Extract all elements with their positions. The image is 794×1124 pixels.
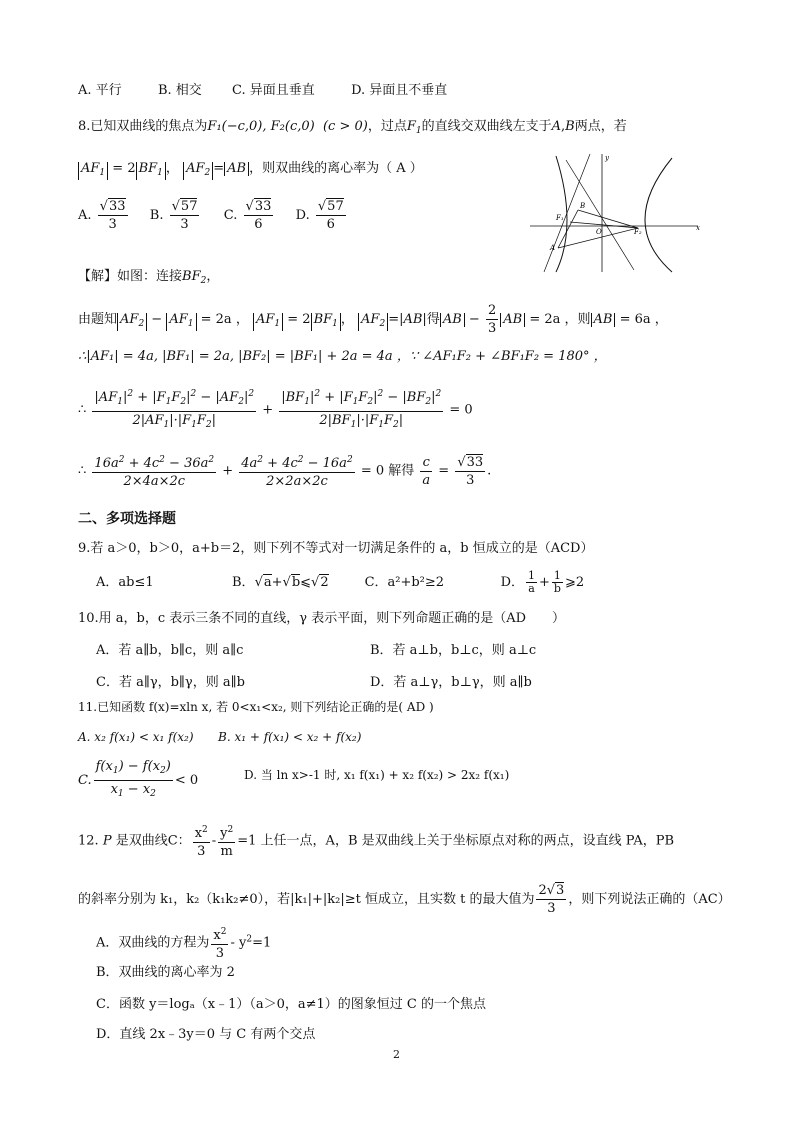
s4-mid: = 0 解得	[360, 463, 415, 479]
q8-solution-step4: ∴ $\frac{16a^2 + 4c^2 - 36a^2}{2\times 4a\times 2c}$ + $\frac{4a^2 + 4c^2 - 16a^2}{2\times 2a\times 2c}$ = 0 解得 $\frac{c}{a}$ = $\frac{√33}{3}$ .	[78, 452, 491, 502]
s1-f: = 6a ，	[619, 312, 668, 327]
label-b: B	[580, 202, 586, 210]
q10-option-c: C．若 a∥γ，b∥γ，则 a∥b	[96, 675, 245, 690]
s3-suffix: = 0	[449, 402, 473, 418]
y-axis-label: y	[605, 154, 609, 162]
q8-solution-intro: 【解】如图：连接$BF_2$，	[78, 269, 220, 286]
q12-line2-a: 的斜率分别为 k₁，k₂（k₁k₂≠0），若|k₁|+|k₂|≥t 恒成立，且实数 t 的最大值为	[78, 892, 535, 907]
q10-option-a: A．若 a∥b，b∥c，则 a∥c	[96, 643, 244, 658]
s1-a: 由题知	[78, 312, 118, 327]
q8-sep: ，	[165, 161, 179, 176]
q9-option-d-label: D．	[500, 575, 524, 590]
q7-option-c: C. 异面且垂直	[232, 83, 315, 98]
s3-prefix: ∴	[78, 402, 87, 418]
q7-options-row	[78, 82, 447, 100]
q9-stem: 9.若 a＞0，b＞0，a+b＝2，则下列不等式对一切满足条件的 a，b 恒成立的是（ACD）	[78, 541, 594, 556]
q8-option-d-label: D.	[295, 208, 310, 223]
q10-stem: 10.用 a，b，c 表示三条不同的直线，γ 表示平面，则下列命题正确的是（AD ）	[78, 611, 566, 626]
q12-option-d: D．直线 2x﹣3y＝0 与 C 有两个交点	[96, 1027, 316, 1042]
q8-foci: F₁(−c,0), F₂(c,0)	[207, 119, 315, 134]
hyperbola-figure	[526, 150, 706, 278]
asymptote-2	[566, 160, 634, 270]
q8-stem-c: 的直线交双曲线左支于	[421, 119, 552, 134]
q11-c-tail: < 0	[174, 773, 199, 788]
q12-option-c: C．函数 y＝logₐ（x﹣1）（a＞0，a≠1）的图象恒过 C 的一个焦点	[96, 997, 486, 1012]
q9-option-b-label: B．	[232, 575, 255, 590]
q11-c-label: C.	[78, 773, 92, 788]
q8-number: 8.	[78, 119, 91, 134]
q8-question-tail: ，则双曲线的离心率为（ A ）	[249, 161, 423, 176]
q12-option-b: B．双曲线的离心率为 2	[96, 965, 235, 980]
q12-stem-b: =1 上任一点，A，B 是双曲线上关于坐标原点对称的两点，设直线 PA，PB	[237, 833, 675, 849]
s1-e: = 2a ，则	[529, 312, 591, 327]
q12-stem-line2: 的斜率分别为 k₁，k₂（k₁k₂≠0），若|k₁|+|k₂|≥t 恒成立，且实数 t 的最大值为 $\frac{2√3}{3}$ ，则下列说法正确的（AC）	[78, 883, 731, 916]
s1-b: = 2a ，	[200, 312, 249, 327]
x-axis-label: x	[696, 224, 700, 232]
q8-option-a-label: A.	[78, 208, 92, 223]
q8-stem-a: 已知双曲线的焦点为	[90, 119, 208, 134]
q9-option-b-expr: √a+√b⩽√2	[254, 575, 329, 590]
q12-a-tail: =1	[252, 935, 272, 951]
q7-option-a: A. 平行	[78, 83, 122, 98]
q10-option-d: D．若 a⊥γ，b⊥γ，则 a∥b	[370, 675, 532, 690]
s4-prefix: ∴	[78, 463, 87, 479]
q8-solution-step3: ∴ $\frac{|AF_1|^2 + |F_1F_2|^2 - |AF_2|^2}{2|AF_1|\cdot|F_1F_2|}$ + $\frac{|BF_1|^2 + |F_1F_2|^2 - |BF_2|^2}{2|BF_1|\cdot|F_1F_2|}$ = 0	[78, 386, 473, 436]
q8-option-b-label: B.	[149, 208, 164, 223]
s1-c: ，	[340, 312, 354, 327]
q8-option-c-label: C.	[223, 208, 238, 223]
q11-stem: 11.已知函数 f(x)=xln x, 若 0<x₁<x₂, 则下列结论正确的是( AD )	[78, 700, 434, 714]
s4-frac-2: $\frac{4a^2 + 4c^2 - 16a^2}{2\times 2a\times 2c}$	[239, 452, 354, 490]
q7-option-b: B. 相交	[157, 83, 202, 98]
q8-solution-step1: 由题知 $AF_2 - AF_1 = 2a$ ， $AF_1 = 2$ $BF_1$ ， $AF_2 =|AB|$得 AB − $\frac{2}{3}$ AB = 2a ，则 AB = 6a ，	[78, 303, 668, 336]
q11-option-c: C. $\frac{f(x_1) - f(x_2)}{x_1 - x_2}$ < 0	[78, 759, 199, 799]
q7-option-d: D. 异面且不垂直	[351, 83, 448, 98]
q9-options-row	[96, 570, 584, 596]
q12-line2-b: ，则下列说法正确的（AC）	[568, 892, 731, 907]
s4-end: .	[487, 463, 492, 479]
q9-option-d-expr: $\frac{1}{a}$ + $\frac{1}{b}$ ⩾2	[528, 569, 585, 595]
s4-frac-1: $\frac{16a^2 + 4c^2 - 36a^2}{2\times 4a\times 2c}$	[92, 452, 216, 490]
q8-options-row: A. $\frac{√33}{3}$ B. $\frac{√57}{3}$ C. $\frac{√33}{6}$ D. $\frac{√57}{6}$	[78, 199, 344, 232]
label-f2: F₂	[634, 228, 642, 236]
q9-option-c: C．a²+b²≥2	[364, 575, 445, 590]
s3-frac-1: $\frac{|AF_1|^2 + |F_1F_2|^2 - |AF_2|^2}{2|AF_1|\cdot|F_1F_2|}$	[92, 386, 256, 434]
q8-stem-line2: $AF_1 = 2$ $BF_1$ ， $AF_2$ = AB ，则双曲线的离心率为（ A ）	[78, 160, 423, 180]
q12-stem-line1: 12. P 是双曲线C： $\frac{x^2}{3}$ - $\frac{y^2}{m}$ =1 上任一点，A，B 是双曲线上关于坐标原点对称的两点，设直线 PA，PB	[78, 822, 674, 866]
q11-option-b: B. x₁ + f(x₁) < x₂ + f(x₂)	[218, 730, 362, 744]
label-a: A	[550, 244, 556, 252]
q8-stem-b: ，过点	[367, 119, 407, 134]
label-o: O	[596, 228, 602, 236]
q12-p: P	[102, 833, 112, 849]
q12-option-a: A．双曲线的方程为 $\frac{x^2}{3}$ - $y^2=1$	[96, 924, 271, 960]
q8-stem-line1: 8.已知双曲线的焦点为F₁(−c,0), F₂(c,0) (c > 0)，过点$F_1$的直线交双曲线左支于A,B两点，若	[78, 119, 627, 136]
q9-option-a: A．ab≤1	[96, 575, 154, 590]
q11-option-d: D. 当 ln x>-1 时, x₁ f(x₁) + x₂ f(x₂) > 2x₂ f(x₁)	[244, 768, 510, 782]
s1-d: 得	[426, 312, 440, 327]
section2-title: 二、多项选择题	[78, 511, 176, 527]
s3-frac-2: $\frac{|BF_1|^2 + |F_1F_2|^2 - |BF_2|^2}{2|BF_1|\cdot|F_1F_2|}$	[279, 386, 443, 434]
q12-a-label: A．双曲线的方程为	[96, 935, 210, 951]
page-number: 2	[393, 1048, 400, 1061]
q12-number: 12.	[78, 833, 99, 849]
q8-stem-d: 两点，若	[574, 119, 627, 134]
q12-stem-a: 是双曲线	[115, 833, 168, 849]
label-f1: F₁	[556, 214, 564, 222]
q10-option-b: B．若 a⊥b，b⊥c，则 a⊥c	[370, 643, 537, 658]
solution-label: 【解】如图：连接	[78, 269, 183, 284]
q8-solution-step2: ∴|AF₁| = 4a, |BF₁| = 2a, |BF₂| = |BF₁| + 2a = 4a ，∵ ∠AF₁F₂ + ∠BF₁F₂ = 180° ，	[78, 349, 607, 364]
q12-c: C：	[167, 833, 191, 849]
right-branch	[645, 158, 672, 272]
q11-option-a: A. x₂ f(x₁) < x₁ f(x₂)	[78, 730, 194, 744]
q8-condition: (c > 0)	[322, 119, 368, 134]
